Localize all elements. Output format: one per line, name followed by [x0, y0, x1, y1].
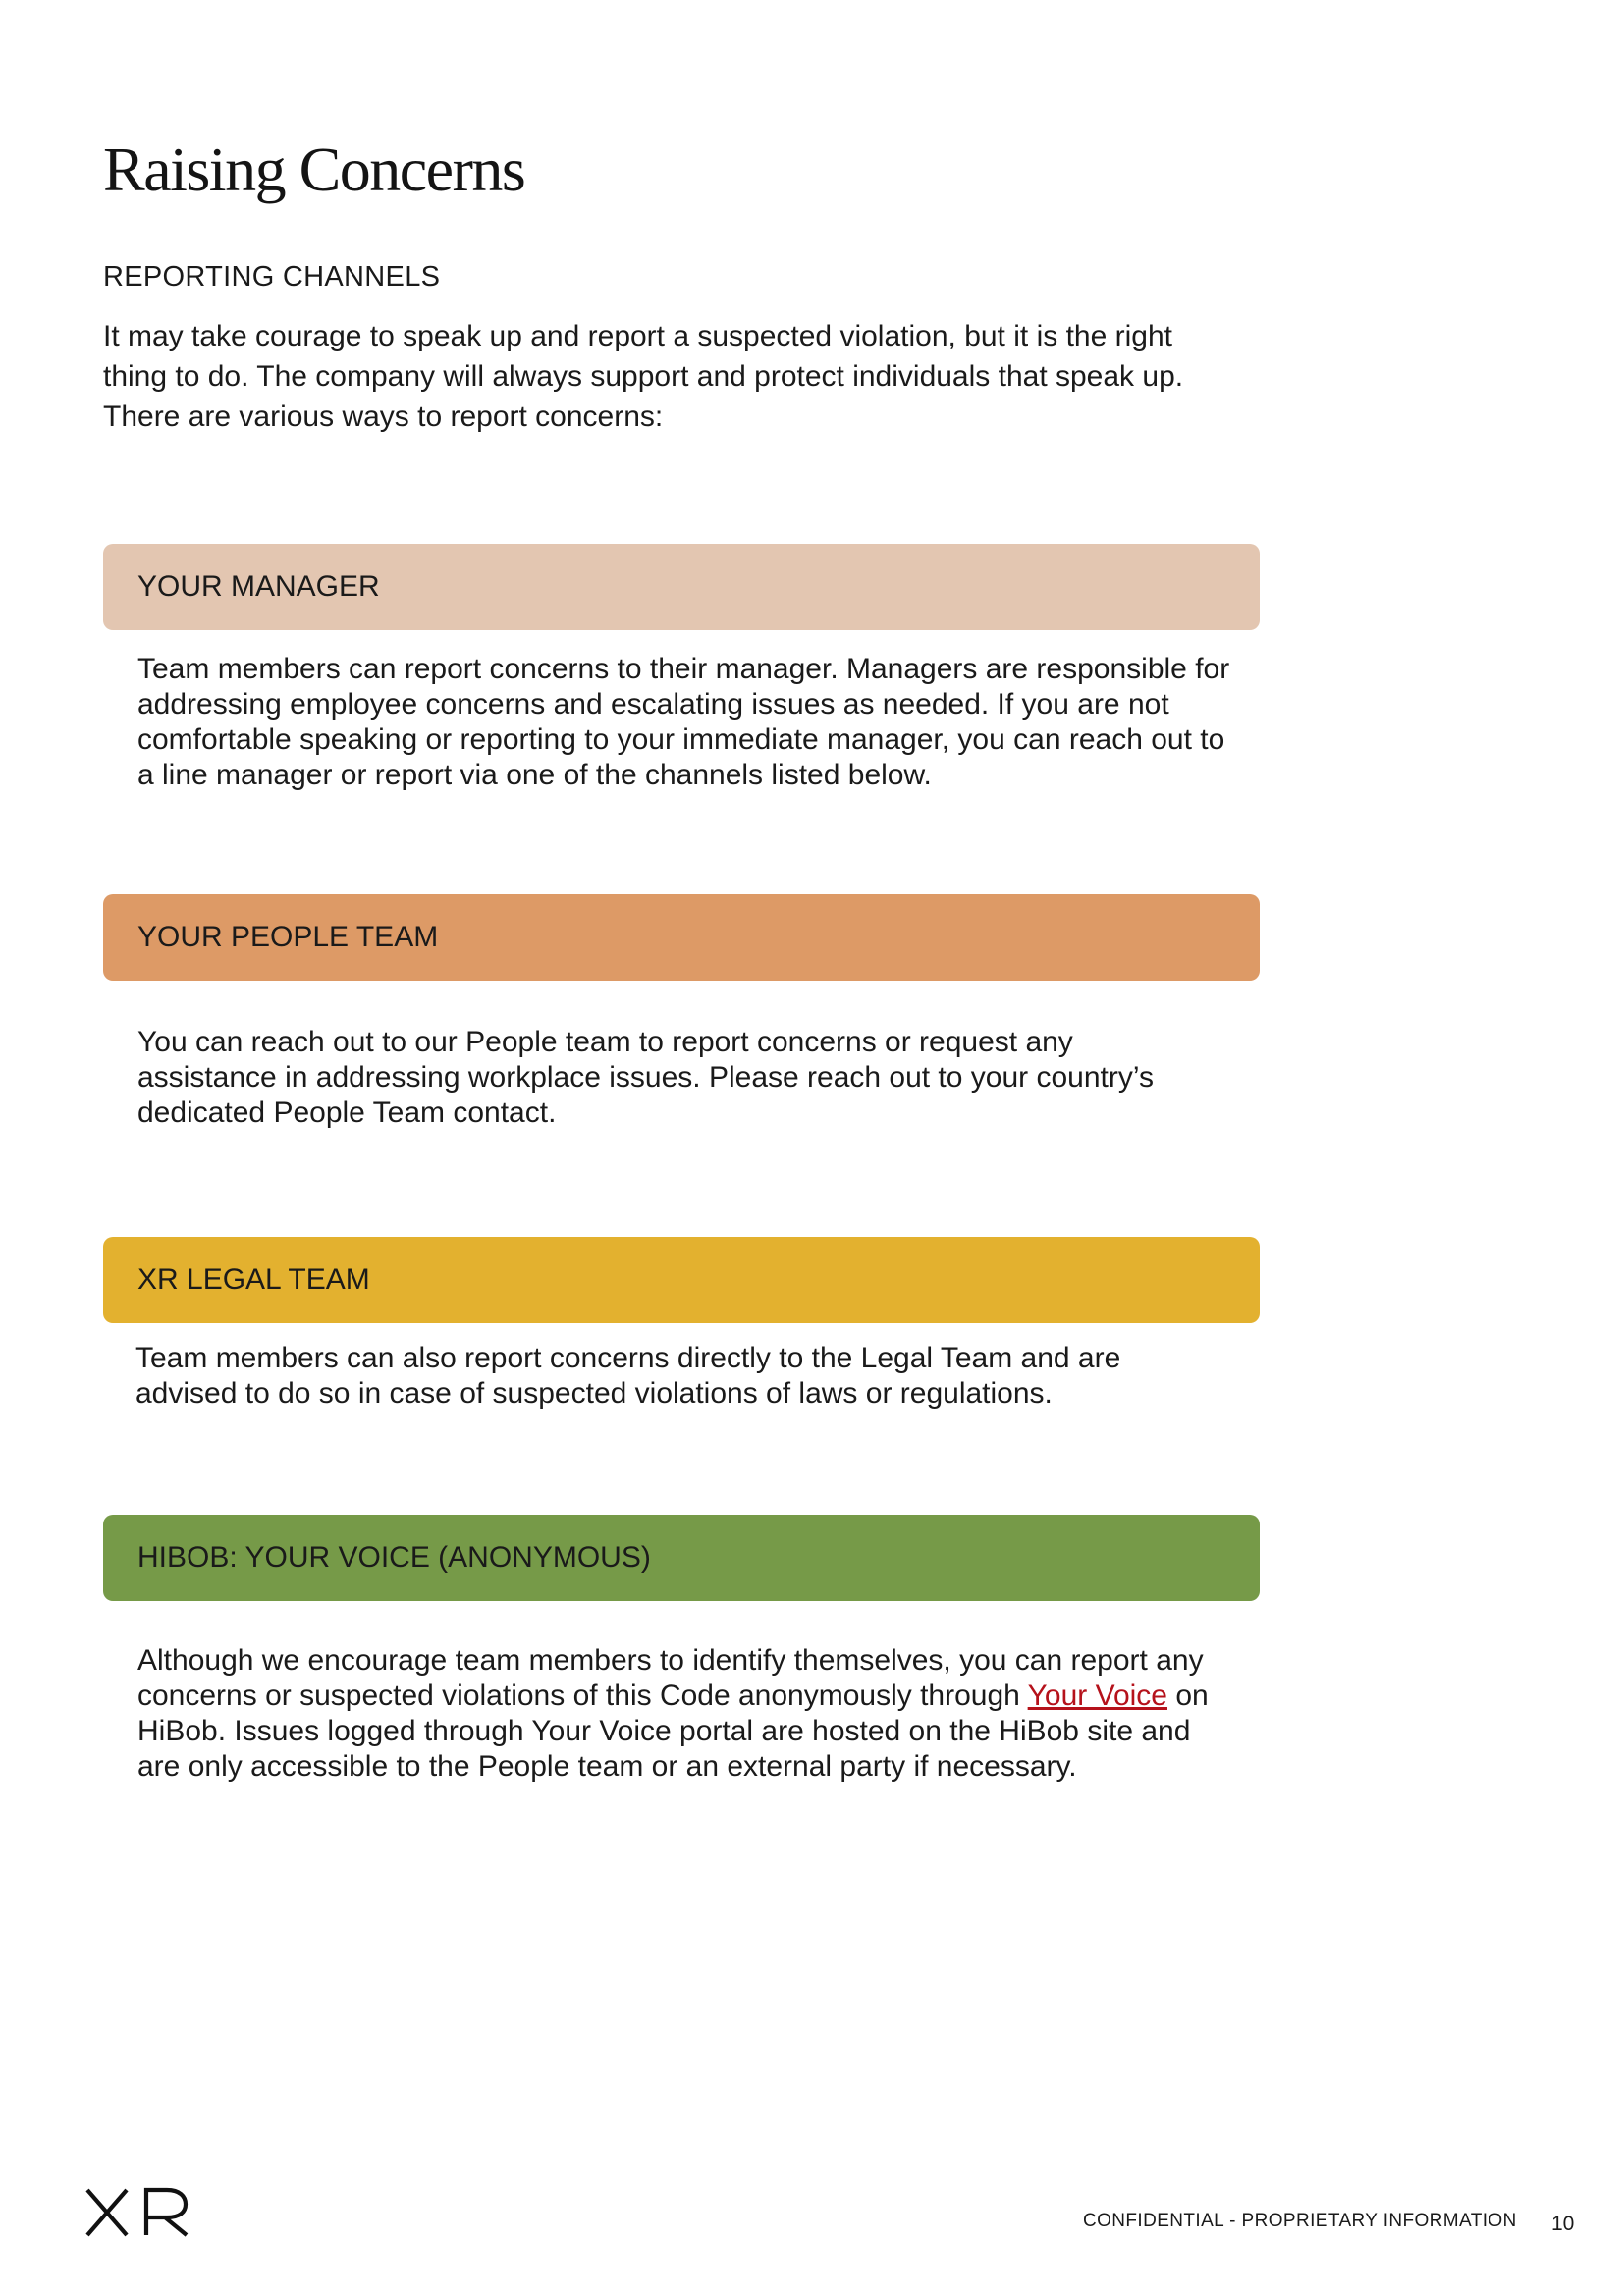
- page-number: 10: [1551, 2213, 1575, 2235]
- channel-title: YOUR PEOPLE TEAM: [137, 921, 439, 953]
- your-voice-link[interactable]: Your Voice: [1027, 1680, 1167, 1712]
- channel-body-hibob: [137, 1643, 1227, 1785]
- page-title: Raising Concerns: [103, 134, 525, 204]
- channel-title: HIBOB: YOUR VOICE (ANONYMOUS): [137, 1541, 651, 1574]
- section-label: REPORTING CHANNELS: [103, 261, 441, 293]
- channel-header-hibob: [103, 1515, 1260, 1601]
- body-text: on HiBob. Issues logged through Your Voice portal are hosted on the HiBob site and are only accessible to the People team or an external party if necessary.: [137, 1680, 1209, 1783]
- confidential-notice: CONFIDENTIAL - PROPRIETARY INFORMATION: [1083, 2211, 1517, 2231]
- channel-header-manager: [103, 544, 1260, 630]
- xr-logo: [84, 2187, 190, 2238]
- channel-body-legal-team: Team members can also report concerns directly to the Legal Team and are advised to do so in case of suspected violations of laws or regulations.: [135, 1342, 1121, 1410]
- intro-paragraph: It may take courage to speak up and report a suspected violation, but it is the right thing to do. The company will always support and protect individuals that speak up. There are various ways to report concerns:: [103, 320, 1184, 433]
- channel-header-legal-team: [103, 1237, 1260, 1323]
- channel-title: XR LEGAL TEAM: [137, 1263, 370, 1296]
- channel-header-people-team: [103, 894, 1260, 981]
- channel-body-manager: Team members can report concerns to their manager. Managers are responsible for addressing employee concerns and escalating issues as needed. If you are not comfortable speaking or reporting to your immediate manager, you can reach out to a line manager or report via one of the channels listed below.: [137, 653, 1230, 791]
- channel-title: YOUR MANAGER: [137, 570, 380, 603]
- body-text: Although we encourage team members to identify themselves, you can report any concerns or suspected violations of this Code anonymously through: [137, 1644, 1204, 1712]
- channel-body-people-team: You can reach out to our People team to report concerns or request any assistance in addressing workplace issues. Please reach out to your country’s dedicated People Team contact.: [137, 1026, 1154, 1129]
